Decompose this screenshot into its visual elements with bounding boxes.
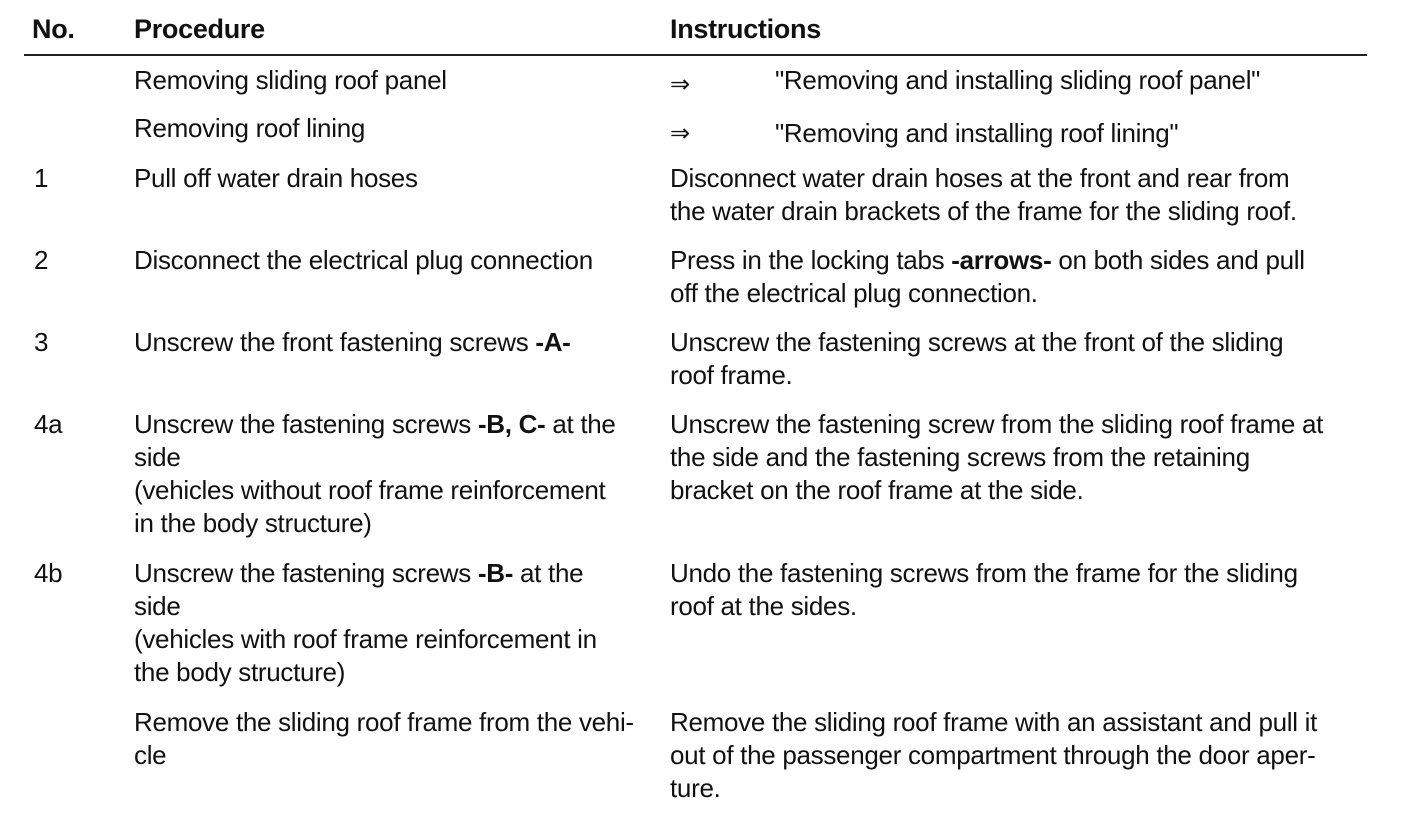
- procedure-cell: [134, 244, 593, 277]
- instruction-line: Undo the fastening screws from the frame for the sliding: [670, 558, 1298, 588]
- screws-bc-reference: -B, C-: [477, 409, 546, 439]
- arrows-reference: -arrows-: [951, 245, 1052, 275]
- instruction-line: Disconnect water drain hoses at the front and rear from: [670, 163, 1290, 193]
- instruction-cell: [670, 557, 1298, 623]
- procedure-line: side: [134, 442, 181, 472]
- procedure-line: in the body structure): [134, 508, 372, 538]
- instruction-line: "Removing and installing sliding roof panel": [775, 65, 1261, 95]
- header-procedure: Procedure: [134, 14, 265, 44]
- instruction-cell: [775, 64, 1260, 97]
- screw-b-reference: -B-: [477, 558, 514, 588]
- instruction-line: Press in the locking tabs -arrows- on both sides and pull: [670, 245, 1305, 275]
- procedure-line: cle: [134, 740, 167, 770]
- procedure-line: Unscrew the fastening screws -B- at the: [134, 558, 584, 588]
- screw-a-reference: -A-: [535, 327, 571, 357]
- row-number: 4a: [34, 409, 63, 439]
- procedure-cell: [134, 162, 418, 195]
- procedure-line: Pull off water drain hoses: [134, 163, 418, 193]
- instruction-cell: [670, 408, 1323, 507]
- reference-arrow-icon: ⇒: [670, 71, 691, 98]
- row-number: 3: [34, 327, 49, 357]
- procedure-line: (vehicles with roof frame reinforcement in: [134, 624, 597, 654]
- procedure-line: Removing roof lining: [134, 113, 366, 143]
- procedure-cell: [134, 64, 447, 97]
- procedure-line: Unscrew the front fastening screws -A-: [134, 327, 571, 357]
- row-number: 1: [34, 163, 49, 193]
- procedure-line: Removing sliding roof panel: [134, 65, 447, 95]
- instruction-line: off the electrical plug connection.: [670, 278, 1038, 308]
- instruction-line: roof at the sides.: [670, 591, 857, 621]
- procedure-cell: [134, 408, 616, 540]
- instruction-cell: [775, 117, 1178, 150]
- instruction-cell: [670, 706, 1317, 805]
- instruction-line: out of the passenger compartment through the door aper-: [670, 740, 1316, 770]
- header-divider: [24, 54, 1367, 56]
- instruction-line: Remove the sliding roof frame with an assistant and pull it: [670, 707, 1318, 737]
- instruction-cell: [670, 162, 1297, 228]
- instruction-line: "Removing and installing roof lining": [775, 118, 1179, 148]
- procedure-line: Disconnect the electrical plug connection: [134, 245, 593, 275]
- header-instructions: Instructions: [670, 14, 821, 44]
- instruction-line: the side and the fastening screws from the retaining: [670, 442, 1250, 472]
- instruction-line: Unscrew the fastening screw from the sliding roof frame at: [670, 409, 1324, 439]
- instruction-line: Unscrew the fastening screws at the front of the sliding: [670, 327, 1284, 357]
- instruction-cell: [670, 244, 1305, 310]
- instruction-line: roof frame.: [670, 360, 793, 390]
- row-number: 4b: [34, 558, 63, 588]
- row-number: 2: [34, 245, 49, 275]
- header-no: No.: [32, 14, 75, 44]
- instruction-line: ture.: [670, 773, 721, 803]
- procedure-cell: [134, 112, 365, 145]
- procedure-cell: [134, 706, 634, 772]
- procedure-line: Unscrew the fastening screws -B, C- at the: [134, 409, 616, 439]
- procedure-cell: [134, 557, 597, 689]
- procedure-line: the body structure): [134, 657, 346, 687]
- procedure-line: Remove the sliding roof frame from the vehi-: [134, 707, 634, 737]
- instruction-line: bracket on the roof frame at the side.: [670, 475, 1084, 505]
- reference-arrow-icon: ⇒: [670, 120, 691, 147]
- procedure-cell: [134, 326, 571, 359]
- procedure-line: side: [134, 591, 181, 621]
- instruction-cell: [670, 326, 1283, 392]
- procedure-line: (vehicles without roof frame reinforcement: [134, 475, 606, 505]
- instruction-line: the water drain brackets of the frame for the sliding roof.: [670, 196, 1297, 226]
